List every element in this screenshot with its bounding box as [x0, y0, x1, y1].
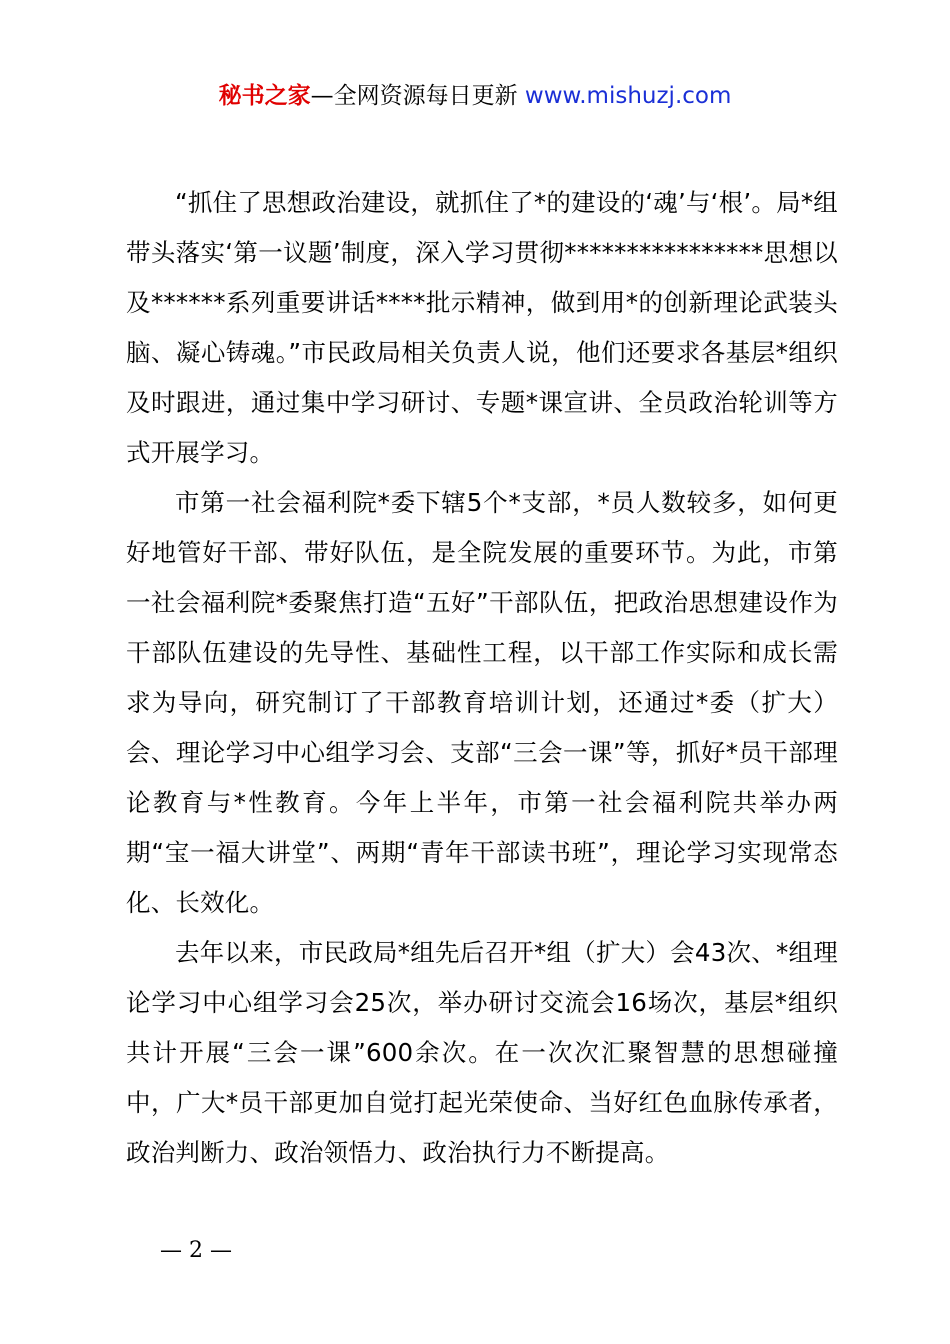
page-header: [0, 80, 950, 112]
header-tagline: —全网资源每日更新: [310, 83, 518, 109]
page-number: — 2 —: [160, 1238, 232, 1263]
paragraph-3: 去年以来，市民政局*组先后召开*组（扩大）会43次、*组理论学习中心组学习会25次，举办研讨交流会16场次，基层*组织共计开展“三会一课”600余次。在一次次汇聚智慧的思想碰撞中，广大*员干部更加自觉打起光荣使命、当好红色血脉传承者，政治判断力、政治领悟力、政治执行力不断提高。: [126, 938, 838, 1167]
paragraph-1: “抓住了思想政治建设，就抓住了*的建设的‘魂’与‘根’。局*组带头落实‘第一议题’制度，深入学习贯彻****************思想以及******系列重要讲话****批示精神，做到用*的创新理论武装头脑、凝心铸魂。”市民政局相关负责人说，他们还要求各基层*组织及时跟进，通过集中学习研讨、专题*课宣讲、全员政治轮训等方式开展学习。: [126, 188, 838, 467]
document-body: [126, 178, 838, 1178]
site-url-link[interactable]: www.mishuzj.com: [524, 83, 732, 109]
paragraph-2: 市第一社会福利院*委下辖5个*支部，*员人数较多，如何更好地管好干部、带好队伍，是全院发展的重要环节。为此，市第一社会福利院*委聚焦打造“五好”干部队伍，把政治思想建设作为干部队伍建设的先导性、基础性工程，以干部工作实际和成长需求为导向，研究制订了干部教育培训计划，还通过*委（扩大）会、理论学习中心组学习会、支部“三会一课”等，抓好*员干部理论教育与*性教育。今年上半年，市第一社会福利院共举办两期“宝一福大讲堂”、两期“青年干部读书班”，理论学习实现常态化、长效化。: [126, 488, 838, 917]
brand-name: 秘书之家: [218, 83, 311, 109]
